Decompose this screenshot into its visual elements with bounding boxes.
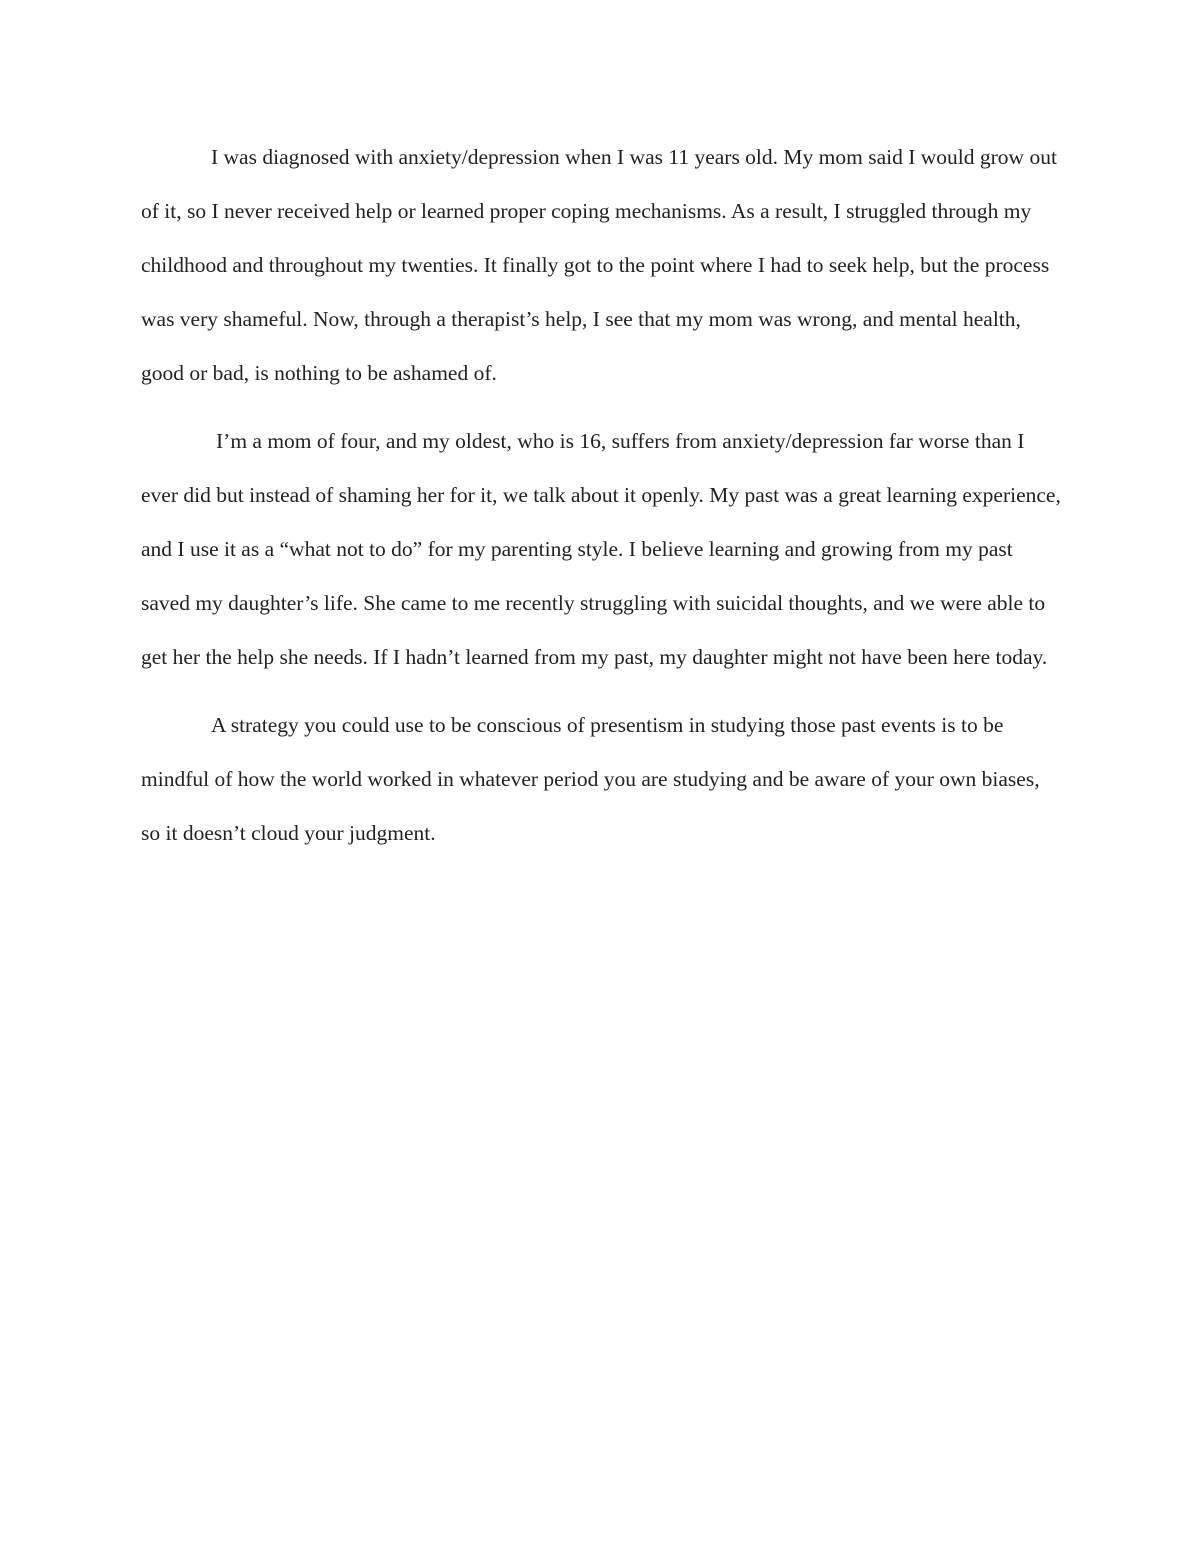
paragraph-2: I’m a mom of four, and my oldest, who is 16, suffers from anxiety/depression far worse than I ever did but instead of shaming her for it, we talk about it openly. My past was a great learning experience, and I use it as a “what not to do” for my parenting style. I believe learning and growing from my past saved my daughter’s life. She came to me recently struggling with suicidal thoughts, and we were able to get her the help she needs. If I hadn’t learned from my past, my daughter might not have been here today.	[141, 429, 1061, 669]
paragraph-1: I was diagnosed with anxiety/depression when I was 11 years old. My mom said I would grow out of it, so I never received help or learned proper coping mechanisms. As a result, I struggled through my childhood and throughout my twenties. It finally got to the point where I had to seek help, but the process was very shameful. Now, through a therapist’s help, I see that my mom was wrong, and mental health, good or bad, is nothing to be ashamed of.	[141, 145, 1057, 385]
paragraph-3: A strategy you could use to be conscious of presentism in studying those past events is to be mindful of how the world worked in whatever period you are studying and be aware of your own biases, so it doesn’t cloud your judgment.	[141, 713, 1040, 845]
document-body	[141, 130, 1061, 860]
